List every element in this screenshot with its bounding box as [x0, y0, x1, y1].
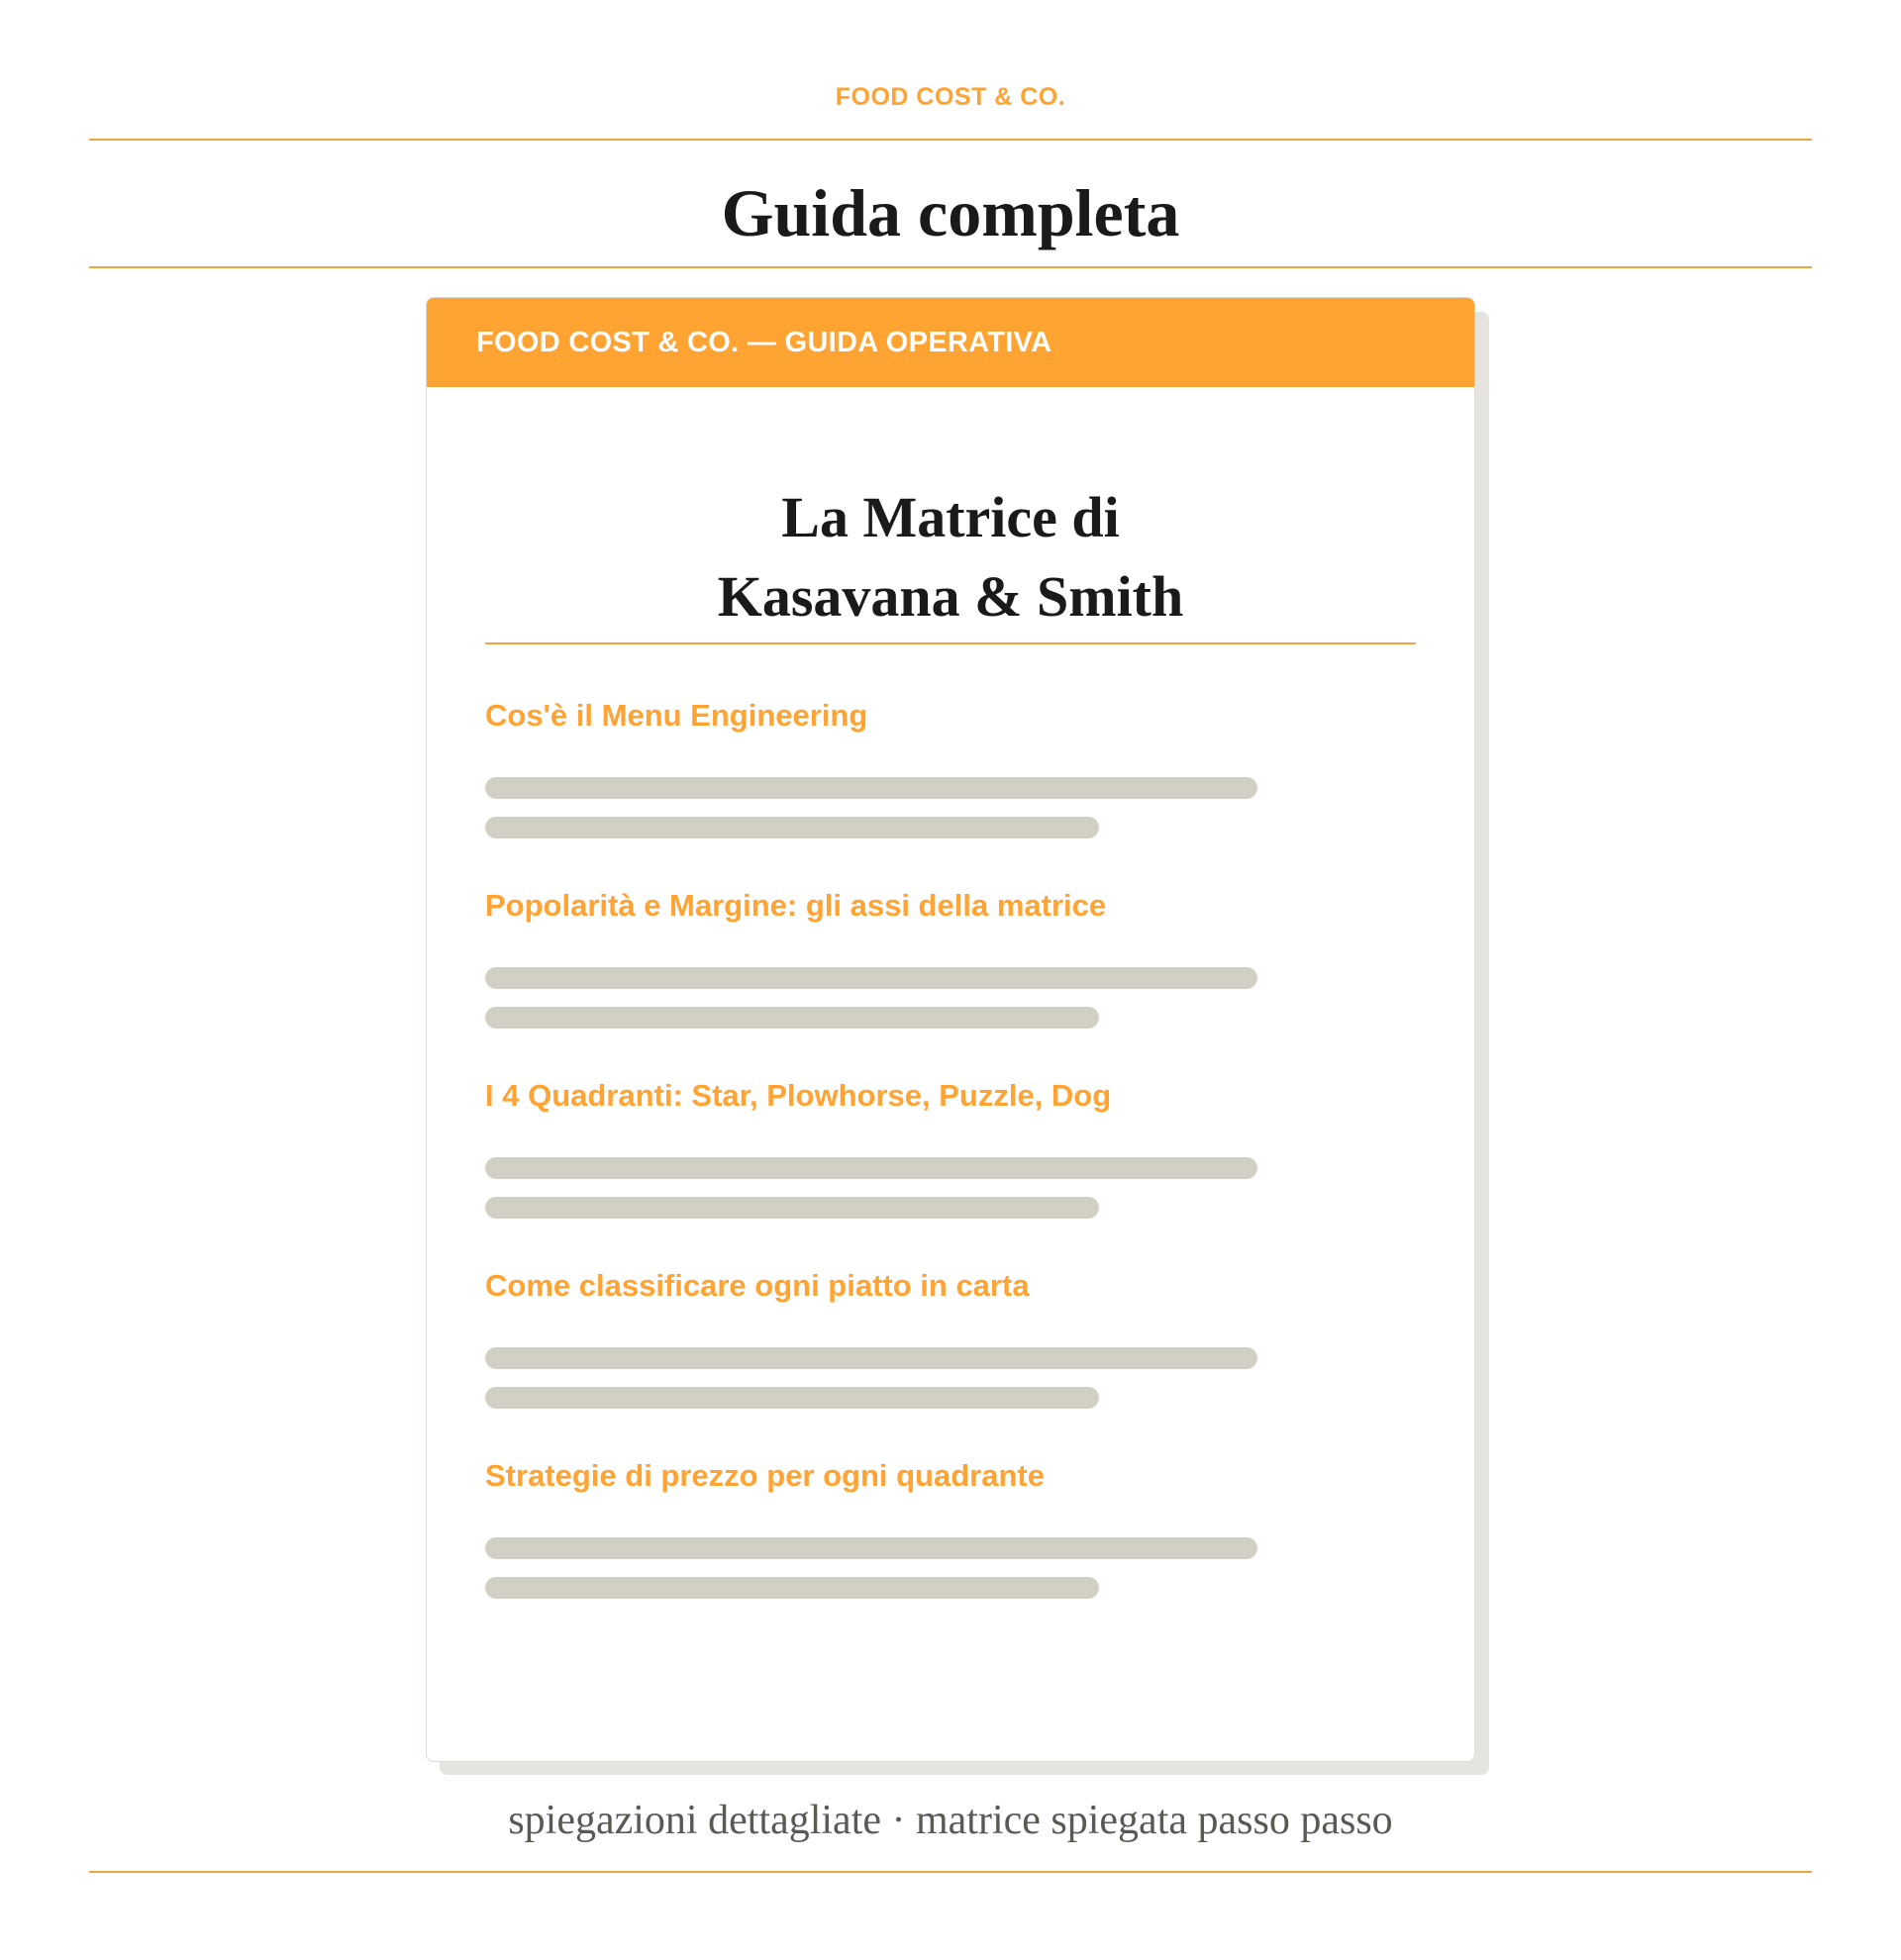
section-heading: Popolarità e Margine: gli assi della matrice	[485, 888, 1107, 923]
guide-title	[427, 478, 1474, 637]
section-heading: Strategie di prezzo per ogni quadrante	[485, 1458, 1045, 1493]
guide-cover-card	[426, 297, 1475, 1762]
text-placeholder-line	[485, 777, 1257, 799]
brand-name: FOOD COST & CO.	[835, 83, 1066, 111]
text-placeholder-line	[485, 1577, 1099, 1599]
guide-title-line-2: Kasavana & Smith	[717, 564, 1184, 629]
section-heading: Cos'è il Menu Engineering	[485, 698, 868, 733]
text-placeholder-line	[485, 1197, 1099, 1219]
text-placeholder-line	[485, 1157, 1257, 1179]
card-header	[427, 298, 1474, 387]
tagline: spiegazioni dettagliate · matrice spiegata passo passo	[508, 1798, 1393, 1843]
section-heading: I 4 Quadranti: Star, Plowhorse, Puzzle, Dog	[485, 1078, 1112, 1113]
section-heading: Come classificare ogni piatto in carta	[485, 1268, 1030, 1303]
text-placeholder-line	[485, 817, 1099, 838]
guide-title-line-1: La Matrice di	[781, 485, 1120, 549]
text-placeholder-line	[485, 1347, 1257, 1369]
bottom-divider	[89, 1871, 1812, 1873]
top-divider	[89, 139, 1812, 141]
text-placeholder-line	[485, 1387, 1099, 1409]
page-title: Guida completa	[721, 175, 1180, 250]
text-placeholder-line	[485, 967, 1257, 989]
text-placeholder-line	[485, 1007, 1099, 1029]
card-header-label: FOOD COST & CO. — GUIDA OPERATIVA	[476, 327, 1052, 358]
title-divider	[89, 266, 1812, 268]
text-placeholder-line	[485, 1537, 1257, 1559]
guide-title-divider	[485, 642, 1416, 644]
